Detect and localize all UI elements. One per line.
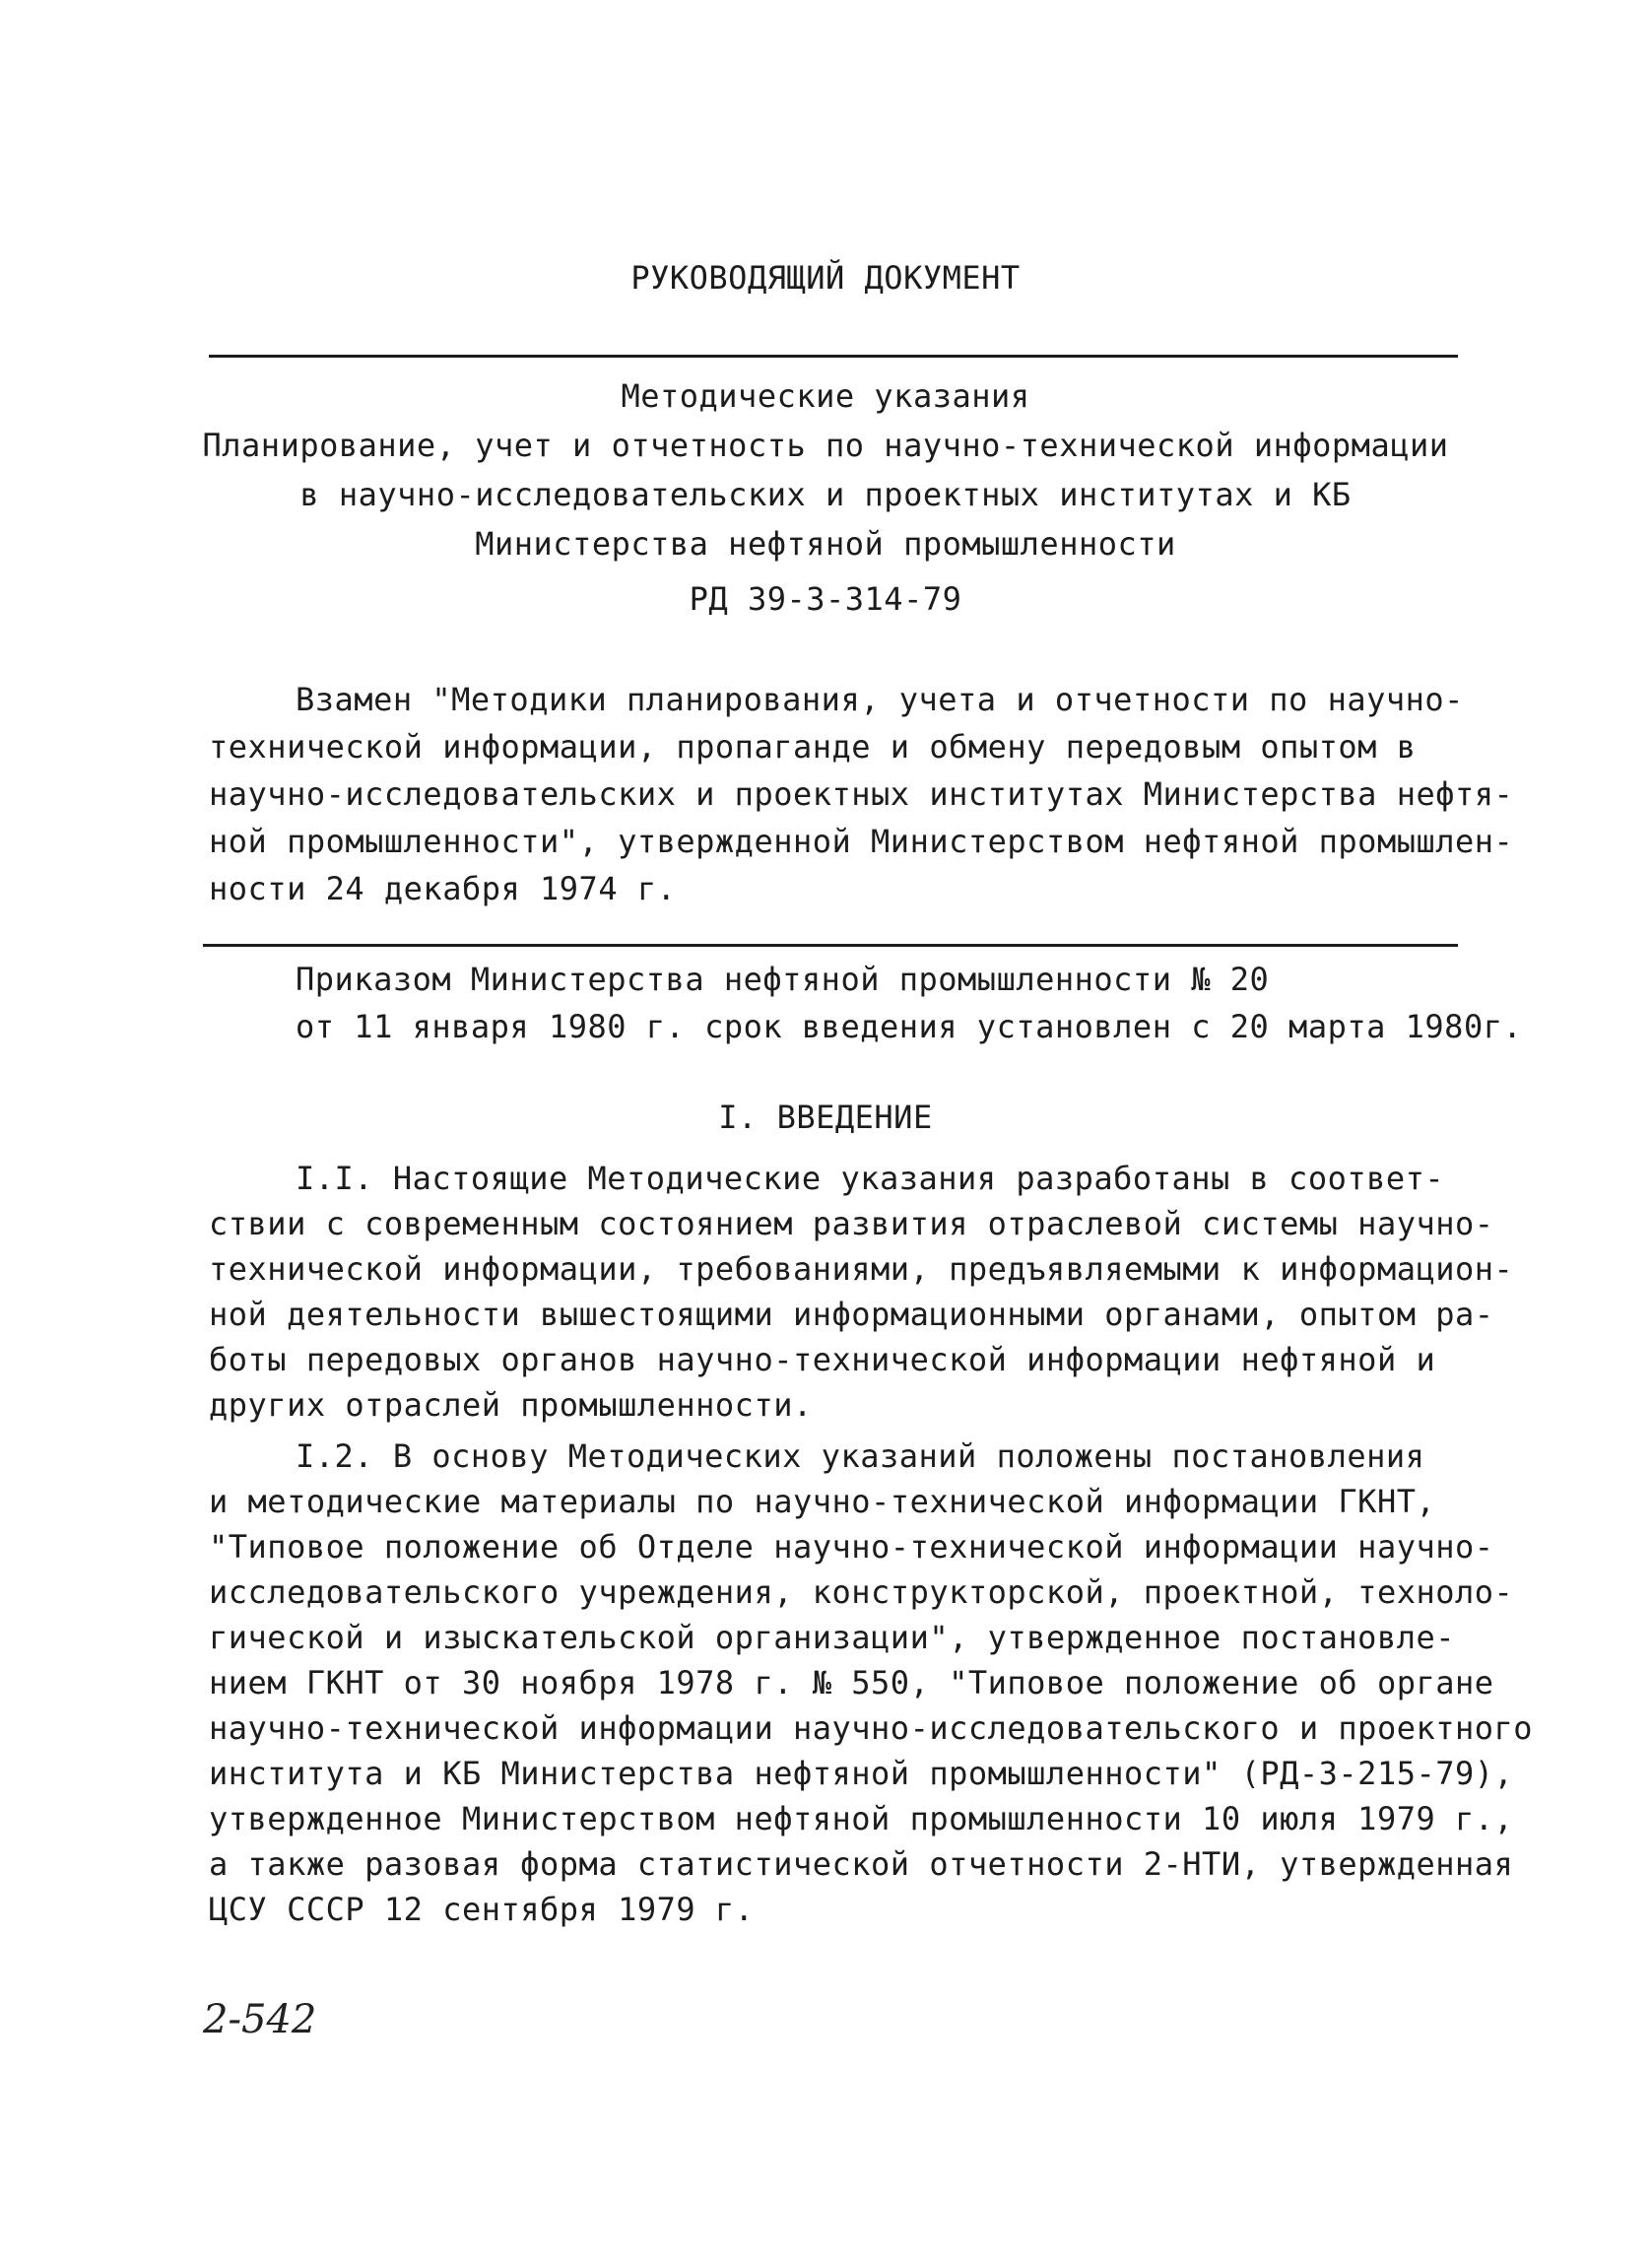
paragraph-line: научно-исследовательских и проектных институтах Министерства нефтя- — [209, 775, 1514, 813]
top-divider — [209, 355, 1458, 358]
paragraph-line: и методические материалы по научно-технической информации ГКНТ, — [209, 1483, 1436, 1520]
paragraph-line: боты передовых органов научно-технической информации нефтяной и — [209, 1341, 1436, 1378]
section-heading: I. ВВЕДЕНИЕ — [718, 1099, 933, 1136]
document-type-heading: РУКОВОДЯЩИЙ ДОКУМЕНТ — [630, 259, 1021, 297]
paragraph-line: гической и изыскательской организации", утвержденное постановле- — [209, 1619, 1455, 1656]
paragraph-line: нием ГКНТ от 30 ноября 1978 г. № 550, "Типовое положение об органе — [209, 1664, 1494, 1701]
title-line: Министерства нефтяной промышленности — [475, 525, 1176, 563]
paragraph-line: "Типовое положение об Отделе научно-технической информации научно- — [209, 1528, 1494, 1566]
middle-divider — [203, 944, 1458, 947]
paragraph-line: ной деятельности вышестоящими информационными органами, опытом ра- — [209, 1296, 1494, 1333]
paragraph-line: а также разовая форма статистической отчетности 2-НТИ, утвержденная — [209, 1845, 1514, 1883]
paragraph-line: I.I. Настоящие Методические указания разработаны в соответ- — [296, 1160, 1445, 1197]
paragraph-line: ЦСУ СССР 12 сентября 1979 г. — [209, 1891, 755, 1928]
paragraph-line: исследовательского учреждения, конструкторской, проектной, техноло- — [209, 1573, 1514, 1611]
paragraph-line: ствии с современным состоянием развития отраслевой системы научно- — [209, 1205, 1494, 1242]
paragraph-line: ности 24 декабря 1974 г. — [209, 870, 677, 907]
title-line: Методические указания — [621, 377, 1030, 415]
paragraph-line: утвержденное Министерством нефтяной промышленности 10 июля 1979 г., — [209, 1800, 1514, 1837]
paragraph-line: технической информации, требованиями, предъявляемыми к информацион- — [209, 1250, 1514, 1288]
title-line: в научно-исследовательских и проектных институтах и КБ — [299, 476, 1352, 513]
handwritten-mark: 2-542 — [203, 1997, 317, 2042]
order-line: Приказом Министерства нефтяной промышленности № 20 — [296, 961, 1270, 998]
paragraph-line: ной промышленности", утвержденной Министерством нефтяной промышлен- — [209, 823, 1514, 860]
paragraph-line: научно-технической информации научно-исследовательского и проектного — [209, 1709, 1534, 1747]
order-line: от 11 января 1980 г. срок введения установлен с 20 марта 1980г. — [296, 1008, 1523, 1045]
title-line: Планирование, учет и отчетность по научно-технической информации — [202, 427, 1449, 464]
paragraph-line: технической информации, пропаганде и обмену передовым опытом в — [209, 728, 1417, 766]
paragraph-line: I.2. В основу Методических указаний положены постановления — [296, 1437, 1425, 1475]
paragraph-line: других отраслей промышленности. — [209, 1386, 813, 1424]
document-code: РД 39-3-314-79 — [689, 580, 962, 618]
paragraph-line: Взамен "Методики планирования, учета и отчетности по научно- — [296, 681, 1464, 718]
paragraph-line: института и КБ Министерства нефтяной промышленности" (РД-3-215-79), — [209, 1755, 1514, 1792]
